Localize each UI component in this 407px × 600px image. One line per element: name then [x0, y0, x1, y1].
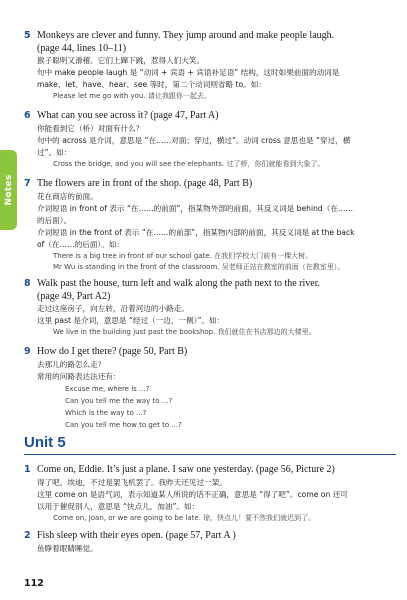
note-number: 9 [24, 346, 31, 357]
note-line: (page 49, Part A2) [37, 290, 111, 302]
note-line: 花在商店的前面。 [37, 191, 98, 201]
note-number: 2 [24, 530, 31, 541]
unit-note-item-1 [24, 464, 394, 524]
note-line: 介词短语 in front of 表示 “在……的前面”，指某物外部的前面，其反义词是 behind（在…… [37, 203, 354, 213]
note-line: 去那儿的路怎么走？ [37, 359, 106, 369]
unit-heading: Unit 5 [24, 434, 66, 451]
note-line: 鱼睁着眼睛睡觉。 [37, 543, 98, 553]
note-line: 句中 make people laugh 是 “动词 + 宾语 + 宾语补足语” 结构，这时如果前面的动词是 [37, 68, 340, 77]
note-line: 猴子聪明又滑稽。它们上蹿下跳，惹得人们大笑。 [37, 56, 205, 65]
note-number: 5 [24, 30, 31, 41]
note-line: Walk past the house, turn left and walk along the path next to the river. [37, 278, 321, 289]
note-item-7 [24, 178, 394, 273]
note-line: 你能看到它（桥）对面有什么？ [37, 123, 144, 133]
page-number: 112 [24, 578, 44, 589]
note-body [37, 530, 394, 555]
note-example: Come on, Joan, or we are going to be late. 琼，快点儿！要不然我们就迟到了。 [53, 513, 316, 522]
note-line: Come on, Eddie. It’s just a plane. I saw one yesterday. (page 56, Picture 2) [37, 464, 335, 475]
note-example: Which is the way to ...? [65, 408, 147, 417]
note-line: 走过这座房子，向左转，沿着河边的小路走。 [37, 304, 189, 313]
note-body [37, 30, 394, 102]
note-number: 8 [24, 278, 31, 289]
note-body [37, 178, 394, 273]
note-example: Cross the bridge, and you will see the elephants. 过了桥，你们就能看到大象了。 [53, 159, 325, 168]
note-line: 介词短语 in the front of 表示 “在……的前部”，指某物内部的前面，其反义词是 at the back [37, 227, 355, 237]
note-item-5 [24, 30, 394, 102]
note-body [37, 278, 394, 338]
unit-note-item-2 [24, 530, 394, 555]
note-body [37, 464, 394, 524]
note-line: What can you see across it? (page 47, Part A) [37, 110, 219, 121]
note-line: (page 44, lines 10–11) [37, 42, 127, 54]
note-number: 1 [24, 464, 31, 475]
note-line: 得了吧，埃迪，不过是架飞机罢了。我昨天还见过一架。 [37, 477, 227, 487]
note-number: 6 [24, 110, 31, 121]
note-item-6 [24, 110, 394, 170]
note-example: We live in the building just past the bookshop. 我们就住在书店那边的大楼里。 [53, 328, 316, 336]
note-line: The flowers are in front of the shop. (page 48, Part B) [37, 178, 253, 189]
note-line: 的后面）。 [37, 215, 72, 225]
note-example: Please let me go with you. 请让我跟你一起去。 [53, 92, 211, 100]
note-example: Can you tell me how to get to ...? [65, 420, 182, 429]
note-item-8 [24, 278, 394, 338]
note-example: Excuse me, where is ...? [65, 384, 150, 393]
note-line: 过”。如： [37, 147, 72, 157]
note-item-9 [24, 346, 394, 431]
notes-side-tab [0, 150, 17, 230]
notes-side-tab-label: Notes [3, 174, 14, 206]
note-body [37, 346, 394, 431]
note-number: 7 [24, 178, 31, 189]
note-example: There is a big tree in front of our school gate. 在我们学校大门前有一棵大树。 [53, 251, 313, 260]
note-line: 以用于催促别人，意思是 “快点儿，加油”。如： [37, 501, 200, 511]
note-line: 这里 come on 是语气词，表示知道某人所说的话不正确，意思是 “得了吧”。come on 还可 [37, 489, 348, 499]
note-line: of（在……的后面）。如： [37, 239, 125, 249]
note-line: 常用的问路表达法还有： [37, 371, 121, 381]
note-body [37, 110, 394, 170]
note-example: Can you tell me the way to ...? [65, 396, 173, 405]
note-line: How do I get there? (page 50, Part B) [37, 346, 188, 357]
note-example: Mr Wu is standing in the front of the classroom. 吴老师正站在教室的前面（在教室里）。 [53, 262, 345, 271]
unit-divider [24, 454, 396, 455]
note-line: Monkeys are clever and funny. They jump around and make people laugh. [37, 30, 335, 41]
note-line: 这里 past 是介词，意思是 “经过（一边，一侧）”。如： [37, 316, 225, 325]
note-line: 句中的 across 是介词，意思是 “在……对面；穿过，横过”。动词 cross 意思也是 “穿过，横 [37, 135, 351, 145]
note-line: Fish sleep with their eyes open. (page 57, Part A ) [37, 530, 236, 541]
note-line: make、let、have、hear、see 等时，第二个动词则省略 to。如： [37, 80, 266, 89]
